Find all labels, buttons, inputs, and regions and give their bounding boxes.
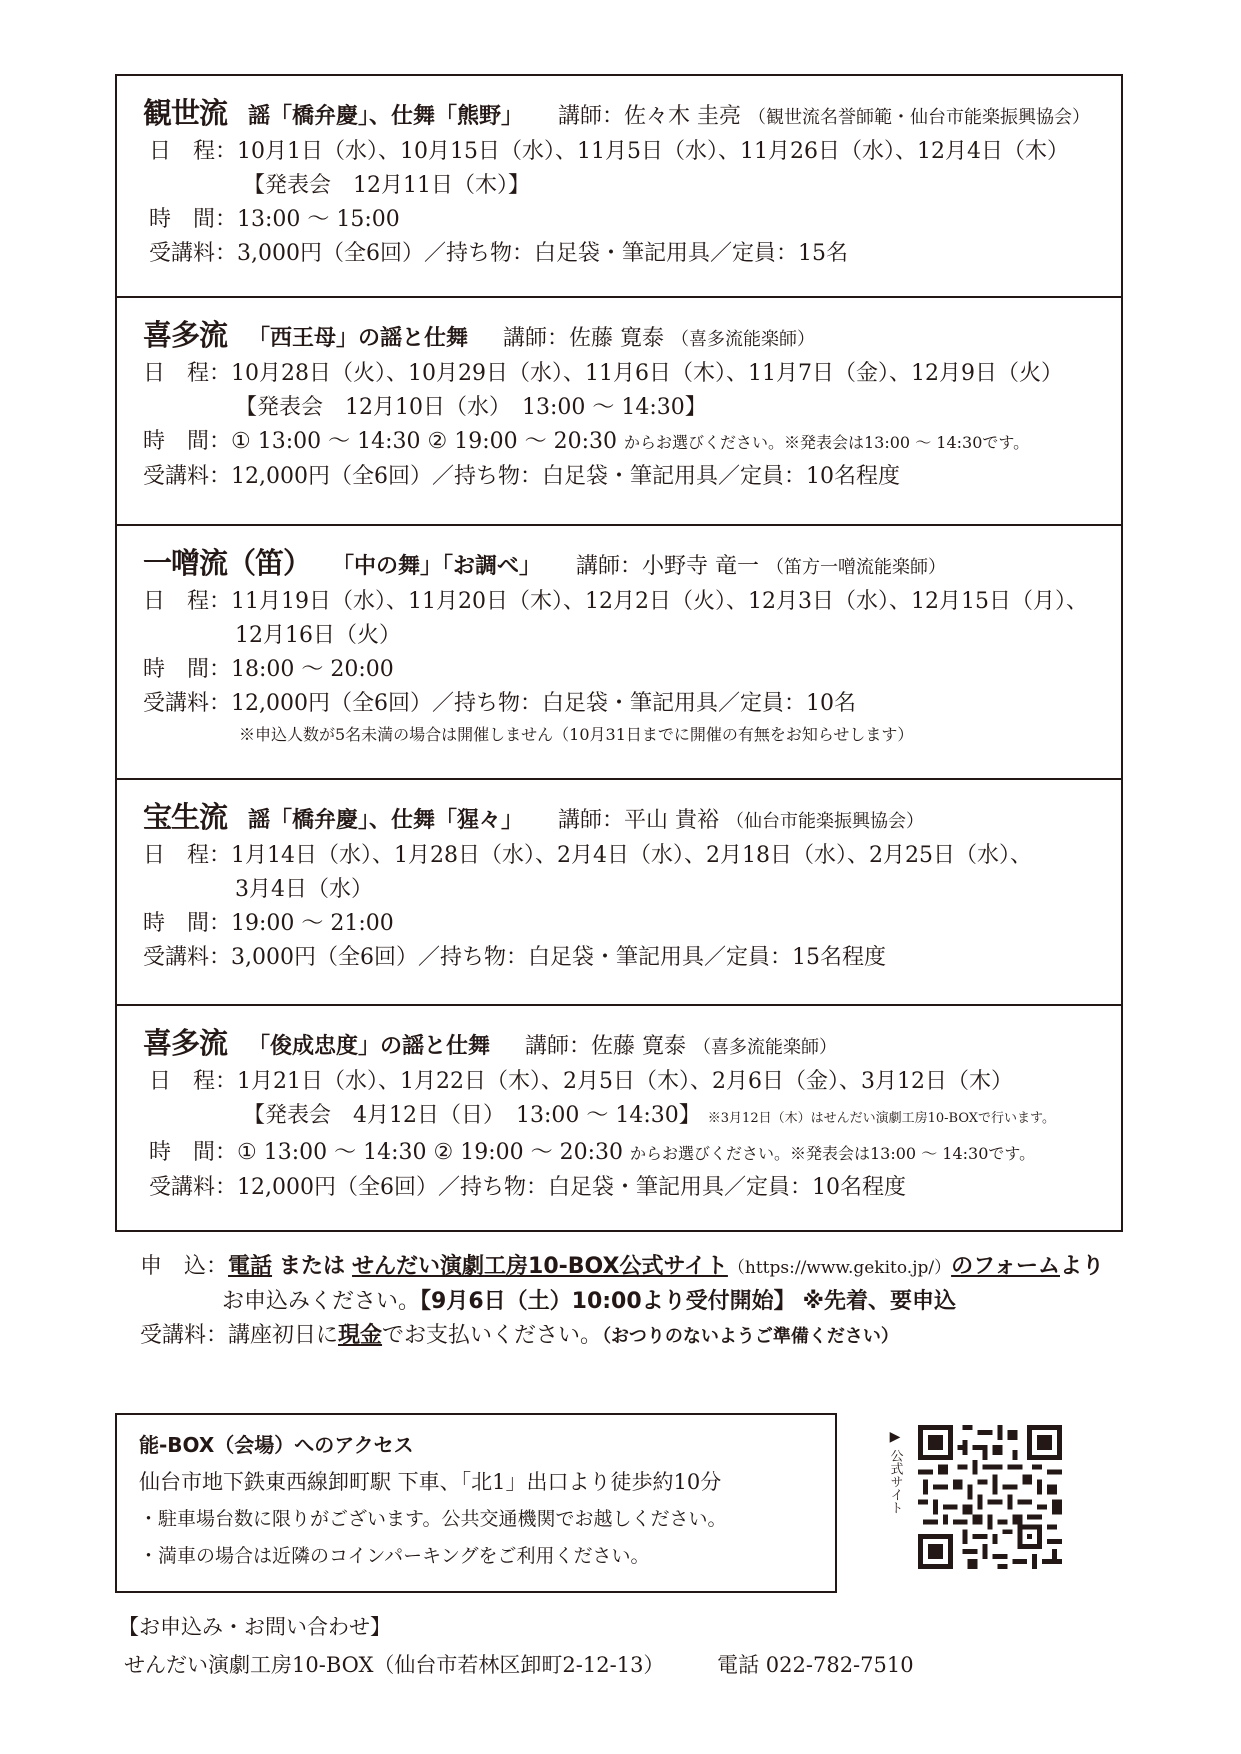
schedule-row	[143, 585, 1121, 619]
schedule-label: 日 程：	[143, 843, 232, 868]
course-header	[143, 96, 1121, 135]
access-box	[115, 1413, 837, 1593]
payment-cash: 現金	[338, 1323, 383, 1348]
payment-label: 受講料：	[140, 1323, 229, 1348]
course-instructor: 講師：小野寺 竜一	[576, 554, 760, 579]
course-block	[117, 526, 1121, 780]
time-label: 時 間：	[143, 429, 232, 454]
access-line: ・駐車場台数に限りがございます。公共交通機関でお越しください。	[139, 1508, 727, 1530]
course-school: 喜多流	[143, 318, 228, 352]
time-row	[143, 1136, 1121, 1171]
recital-info: 【発表会 12月10日（水） 13:00 〜 14:30】	[235, 395, 707, 420]
recital-row	[143, 169, 1121, 203]
time-label: 時 間：	[143, 657, 232, 682]
course-instructor-note: （笛方一噌流能楽師）	[766, 557, 947, 578]
fee-label: 受講料：	[143, 945, 232, 970]
fee-label: 受講料：	[149, 241, 238, 266]
schedule-label: 日 程：	[143, 589, 232, 614]
first-come-note: ※先着、要申込	[802, 1289, 957, 1314]
recital-info: 【発表会 4月12日（日） 13:00 〜 14:30】	[243, 1103, 701, 1128]
qr-code-icon[interactable]	[918, 1425, 1062, 1569]
triangle-icon: ▶	[889, 1429, 901, 1445]
time-value: 13:00 〜 15:00	[237, 207, 400, 232]
fee-label: 受講料：	[143, 691, 232, 716]
fee-row	[143, 687, 1121, 721]
schedule-label: 日 程：	[149, 1069, 238, 1094]
contact-org: せんだい演劇工房10-BOX（仙台市若林区卸町2-12-13）	[124, 1653, 665, 1677]
schedule-row	[143, 839, 1121, 873]
payment-row	[140, 1319, 1130, 1354]
qr-label	[884, 1430, 906, 1514]
course-block	[117, 298, 1121, 526]
apply-label: 申 込：	[140, 1254, 229, 1279]
fee-row	[143, 237, 1121, 271]
apply-form: のフォーム	[951, 1254, 1060, 1279]
reception-start: 【9月6日（土）10:00より受付開始】	[420, 1289, 796, 1314]
course-instructor-note: （喜多流能楽師）	[671, 329, 816, 350]
time-label: 時 間：	[149, 1140, 238, 1165]
contact-section	[118, 1608, 914, 1684]
contact-title: 【お申込み・お問い合わせ】	[118, 1615, 391, 1639]
schedule-label: 日 程：	[143, 361, 232, 386]
time-label: 時 間：	[149, 207, 238, 232]
fee-label: 受講料：	[143, 464, 232, 489]
official-site-link[interactable]: せんだい演劇工房10-BOX公式サイト	[352, 1254, 728, 1279]
course-instructor: 講師：佐々木 圭亮	[558, 104, 742, 129]
time-row	[143, 907, 1121, 941]
payment-note: （おつりのないようご準備ください）	[602, 1326, 899, 1347]
course-program: 「西王母」の謡と仕舞	[248, 326, 469, 351]
apply-or: または	[279, 1254, 346, 1279]
course-program: 謡「橋弁慶」、仕舞「猩々」	[248, 808, 524, 833]
time-label: 時 間：	[143, 911, 232, 936]
course-list	[115, 74, 1123, 1232]
fee-value: 12,000円（全6回）／持ち物：白足袋・筆記用具／定員：10名	[231, 691, 856, 716]
fee-value: 12,000円（全6回）／持ち物：白足袋・筆記用具／定員：10名程度	[231, 464, 900, 489]
time-row	[143, 425, 1121, 460]
course-header	[143, 318, 1121, 357]
fee-value: 3,000円（全6回）／持ち物：白足袋・筆記用具／定員：15名	[237, 241, 848, 266]
time-value: ① 13:00 〜 14:30 ② 19:00 〜 20:30	[231, 429, 617, 454]
course-program: 謡「橋弁慶」、仕舞「熊野」	[248, 104, 524, 129]
course-note: ※申込人数が5名未満の場合は開催しません（10月31日までに開催の有無をお知らせします）	[239, 725, 914, 744]
course-block	[117, 780, 1121, 1006]
recital-info: 【発表会 12月11日（木）】	[243, 173, 530, 198]
time-note: からお選びください。※発表会は13:00 〜 14:30です。	[624, 433, 1030, 452]
payment-b: でお支払いください。	[382, 1323, 603, 1348]
course-instructor: 講師：佐藤 寛泰	[503, 326, 665, 351]
course-instructor: 講師：佐藤 寛泰	[525, 1034, 687, 1059]
recital-note: ※3月12日（木）はせんだい演劇工房10-BOXで行います。	[707, 1111, 1055, 1126]
schedule-row	[143, 1065, 1121, 1099]
time-value: 19:00 〜 21:00	[231, 911, 394, 936]
schedule-dates: 10月28日（火）、10月29日（水）、11月6日（木）、11月7日（金）、12月9日（火）	[231, 361, 1063, 386]
schedule-dates-continued: 3月4日（水）	[235, 877, 373, 902]
course-header	[143, 1026, 1121, 1065]
course-header	[143, 800, 1121, 839]
apply-phone: 電話	[228, 1254, 273, 1279]
contact-tel[interactable]: 電話 022-782-7510	[717, 1653, 914, 1677]
access-title: 能-BOX（会場）へのアクセス	[139, 1433, 414, 1457]
schedule-dates: 1月14日（水）、1月28日（水）、2月4日（水）、2月18日（水）、2月25日（水）、	[231, 843, 1032, 868]
course-program: 「俊成忠度」の謡と仕舞	[248, 1034, 491, 1059]
fee-label: 受講料：	[149, 1175, 238, 1200]
schedule-row-continued	[143, 873, 1121, 907]
course-block	[117, 1006, 1121, 1230]
schedule-label: 日 程：	[149, 139, 238, 164]
course-instructor-note: （観世流名誉師範・仙台市能楽振興協会）	[748, 107, 1091, 128]
schedule-dates: 11月19日（水）、11月20日（木）、12月2日（火）、12月3日（水）、12月15日（月）、	[231, 589, 1088, 614]
fee-value: 12,000円（全6回）／持ち物：白足袋・筆記用具／定員：10名程度	[237, 1175, 906, 1200]
time-note: からお選びください。※発表会は13:00 〜 14:30です。	[630, 1144, 1036, 1163]
apply-line2: お申込みください。	[222, 1289, 421, 1314]
time-value: 18:00 〜 20:00	[231, 657, 394, 682]
apply-row	[140, 1250, 1130, 1285]
recital-row	[143, 1099, 1121, 1136]
course-program: 「中の舞」「お調べ」	[332, 554, 542, 579]
course-block	[117, 76, 1121, 298]
access-line: ・満車の場合は近隣のコインパーキングをご利用ください。	[139, 1545, 650, 1567]
course-instructor: 講師：平山 貴裕	[558, 808, 720, 833]
course-school: 宝生流	[143, 800, 228, 834]
course-school: 喜多流	[143, 1026, 228, 1060]
fee-row	[143, 941, 1121, 975]
time-value: ① 13:00 〜 14:30 ② 19:00 〜 20:30	[237, 1140, 623, 1165]
schedule-row	[143, 135, 1121, 169]
course-school: 一噌流（笛）	[143, 546, 312, 580]
course-instructor-note: （仙台市能楽振興協会）	[726, 811, 925, 832]
application-section	[140, 1250, 1130, 1354]
qr-label-text: 公式サイト	[887, 1449, 903, 1514]
official-site-url[interactable]: （https://www.gekito.jp/）	[727, 1258, 952, 1278]
time-row	[143, 203, 1121, 237]
apply-yori: より	[1060, 1254, 1105, 1279]
fee-row	[143, 1171, 1121, 1205]
time-row	[143, 653, 1121, 687]
recital-row	[143, 391, 1121, 425]
fee-row	[143, 460, 1121, 494]
apply-row-continued	[140, 1285, 1130, 1319]
course-header	[143, 546, 1121, 585]
contact-line	[118, 1646, 914, 1684]
course-instructor-note: （喜多流能楽師）	[693, 1037, 838, 1058]
schedule-dates: 10月1日（水）、10月15日（水）、11月5日（水）、11月26日（水）、12月4日（木）	[237, 139, 1069, 164]
fee-value: 3,000円（全6回）／持ち物：白足袋・筆記用具／定員：15名程度	[231, 945, 886, 970]
schedule-row-continued	[143, 619, 1121, 653]
schedule-dates: 1月21日（水）、1月22日（木）、2月5日（木）、2月6日（金）、3月12日（木）	[237, 1069, 1013, 1094]
access-line: 仙台市地下鉄東西線卸町駅 下車、「北1」出口より徒歩約10分	[139, 1470, 722, 1494]
schedule-row	[143, 357, 1121, 391]
payment-a: 講座初日に	[228, 1323, 339, 1348]
schedule-dates-continued: 12月16日（火）	[235, 623, 401, 648]
course-school: 観世流	[143, 96, 228, 130]
